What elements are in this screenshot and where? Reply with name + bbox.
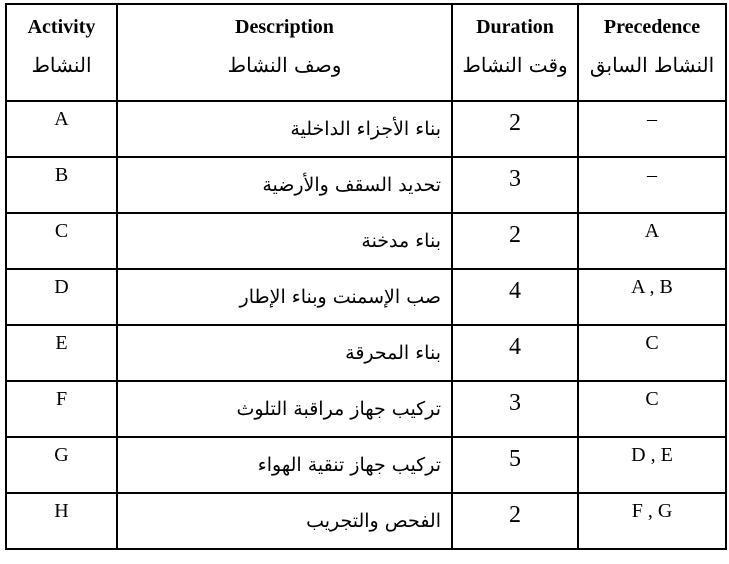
activity-table (5, 3, 727, 550)
precedence-cell: D , E (578, 437, 726, 493)
header-description-en: Description (235, 16, 334, 38)
duration-cell: 2 (452, 213, 578, 269)
precedence-cell: A , B (578, 269, 726, 325)
description-cell: تركيب جهاز تنقية الهواء (117, 437, 452, 493)
description-cell: بناء المحرقة (117, 325, 452, 381)
table-row (6, 437, 726, 493)
activity-cell: F (6, 381, 117, 437)
precedence-cell: – (578, 101, 726, 157)
activity-cell: D (6, 269, 117, 325)
precedence-cell: A (578, 213, 726, 269)
duration-cell: 4 (452, 269, 578, 325)
table-row (6, 381, 726, 437)
table-row (6, 325, 726, 381)
header-activity-ar: النشاط (31, 53, 92, 77)
activity-cell: E (6, 325, 117, 381)
description-cell: الفحص والتجريب (117, 493, 452, 549)
precedence-cell: – (578, 157, 726, 213)
table-row (6, 213, 726, 269)
table-row (6, 493, 726, 549)
description-cell: بناء مدخنة (117, 213, 452, 269)
precedence-cell: F , G (578, 493, 726, 549)
header-duration (452, 4, 578, 101)
activity-cell: B (6, 157, 117, 213)
header-description (117, 4, 452, 101)
header-duration-ar: وقت النشاط (462, 53, 568, 77)
header-precedence-ar: النشاط السابق (589, 53, 715, 77)
header-precedence (578, 4, 726, 101)
description-cell: تحديد السقف والأرضية (117, 157, 452, 213)
activity-cell: A (6, 101, 117, 157)
description-cell: صب الإسمنت وبناء الإطار (117, 269, 452, 325)
description-cell: تركيب جهاز مراقبة التلوث (117, 381, 452, 437)
header-duration-en: Duration (476, 16, 554, 38)
duration-cell: 2 (452, 101, 578, 157)
table-row (6, 101, 726, 157)
header-row (6, 4, 726, 101)
header-activity-en: Activity (27, 16, 96, 38)
activity-cell: C (6, 213, 117, 269)
precedence-cell: C (578, 381, 726, 437)
duration-cell: 5 (452, 437, 578, 493)
header-precedence-en: Precedence (603, 16, 701, 38)
duration-cell: 4 (452, 325, 578, 381)
duration-cell: 3 (452, 157, 578, 213)
duration-cell: 2 (452, 493, 578, 549)
header-description-ar: وصف النشاط (227, 53, 342, 77)
description-cell: بناء الأجزاء الداخلية (117, 101, 452, 157)
activity-cell: G (6, 437, 117, 493)
table-row (6, 269, 726, 325)
header-activity (6, 4, 117, 101)
activity-cell: H (6, 493, 117, 549)
table-row (6, 157, 726, 213)
precedence-cell: C (578, 325, 726, 381)
duration-cell: 3 (452, 381, 578, 437)
